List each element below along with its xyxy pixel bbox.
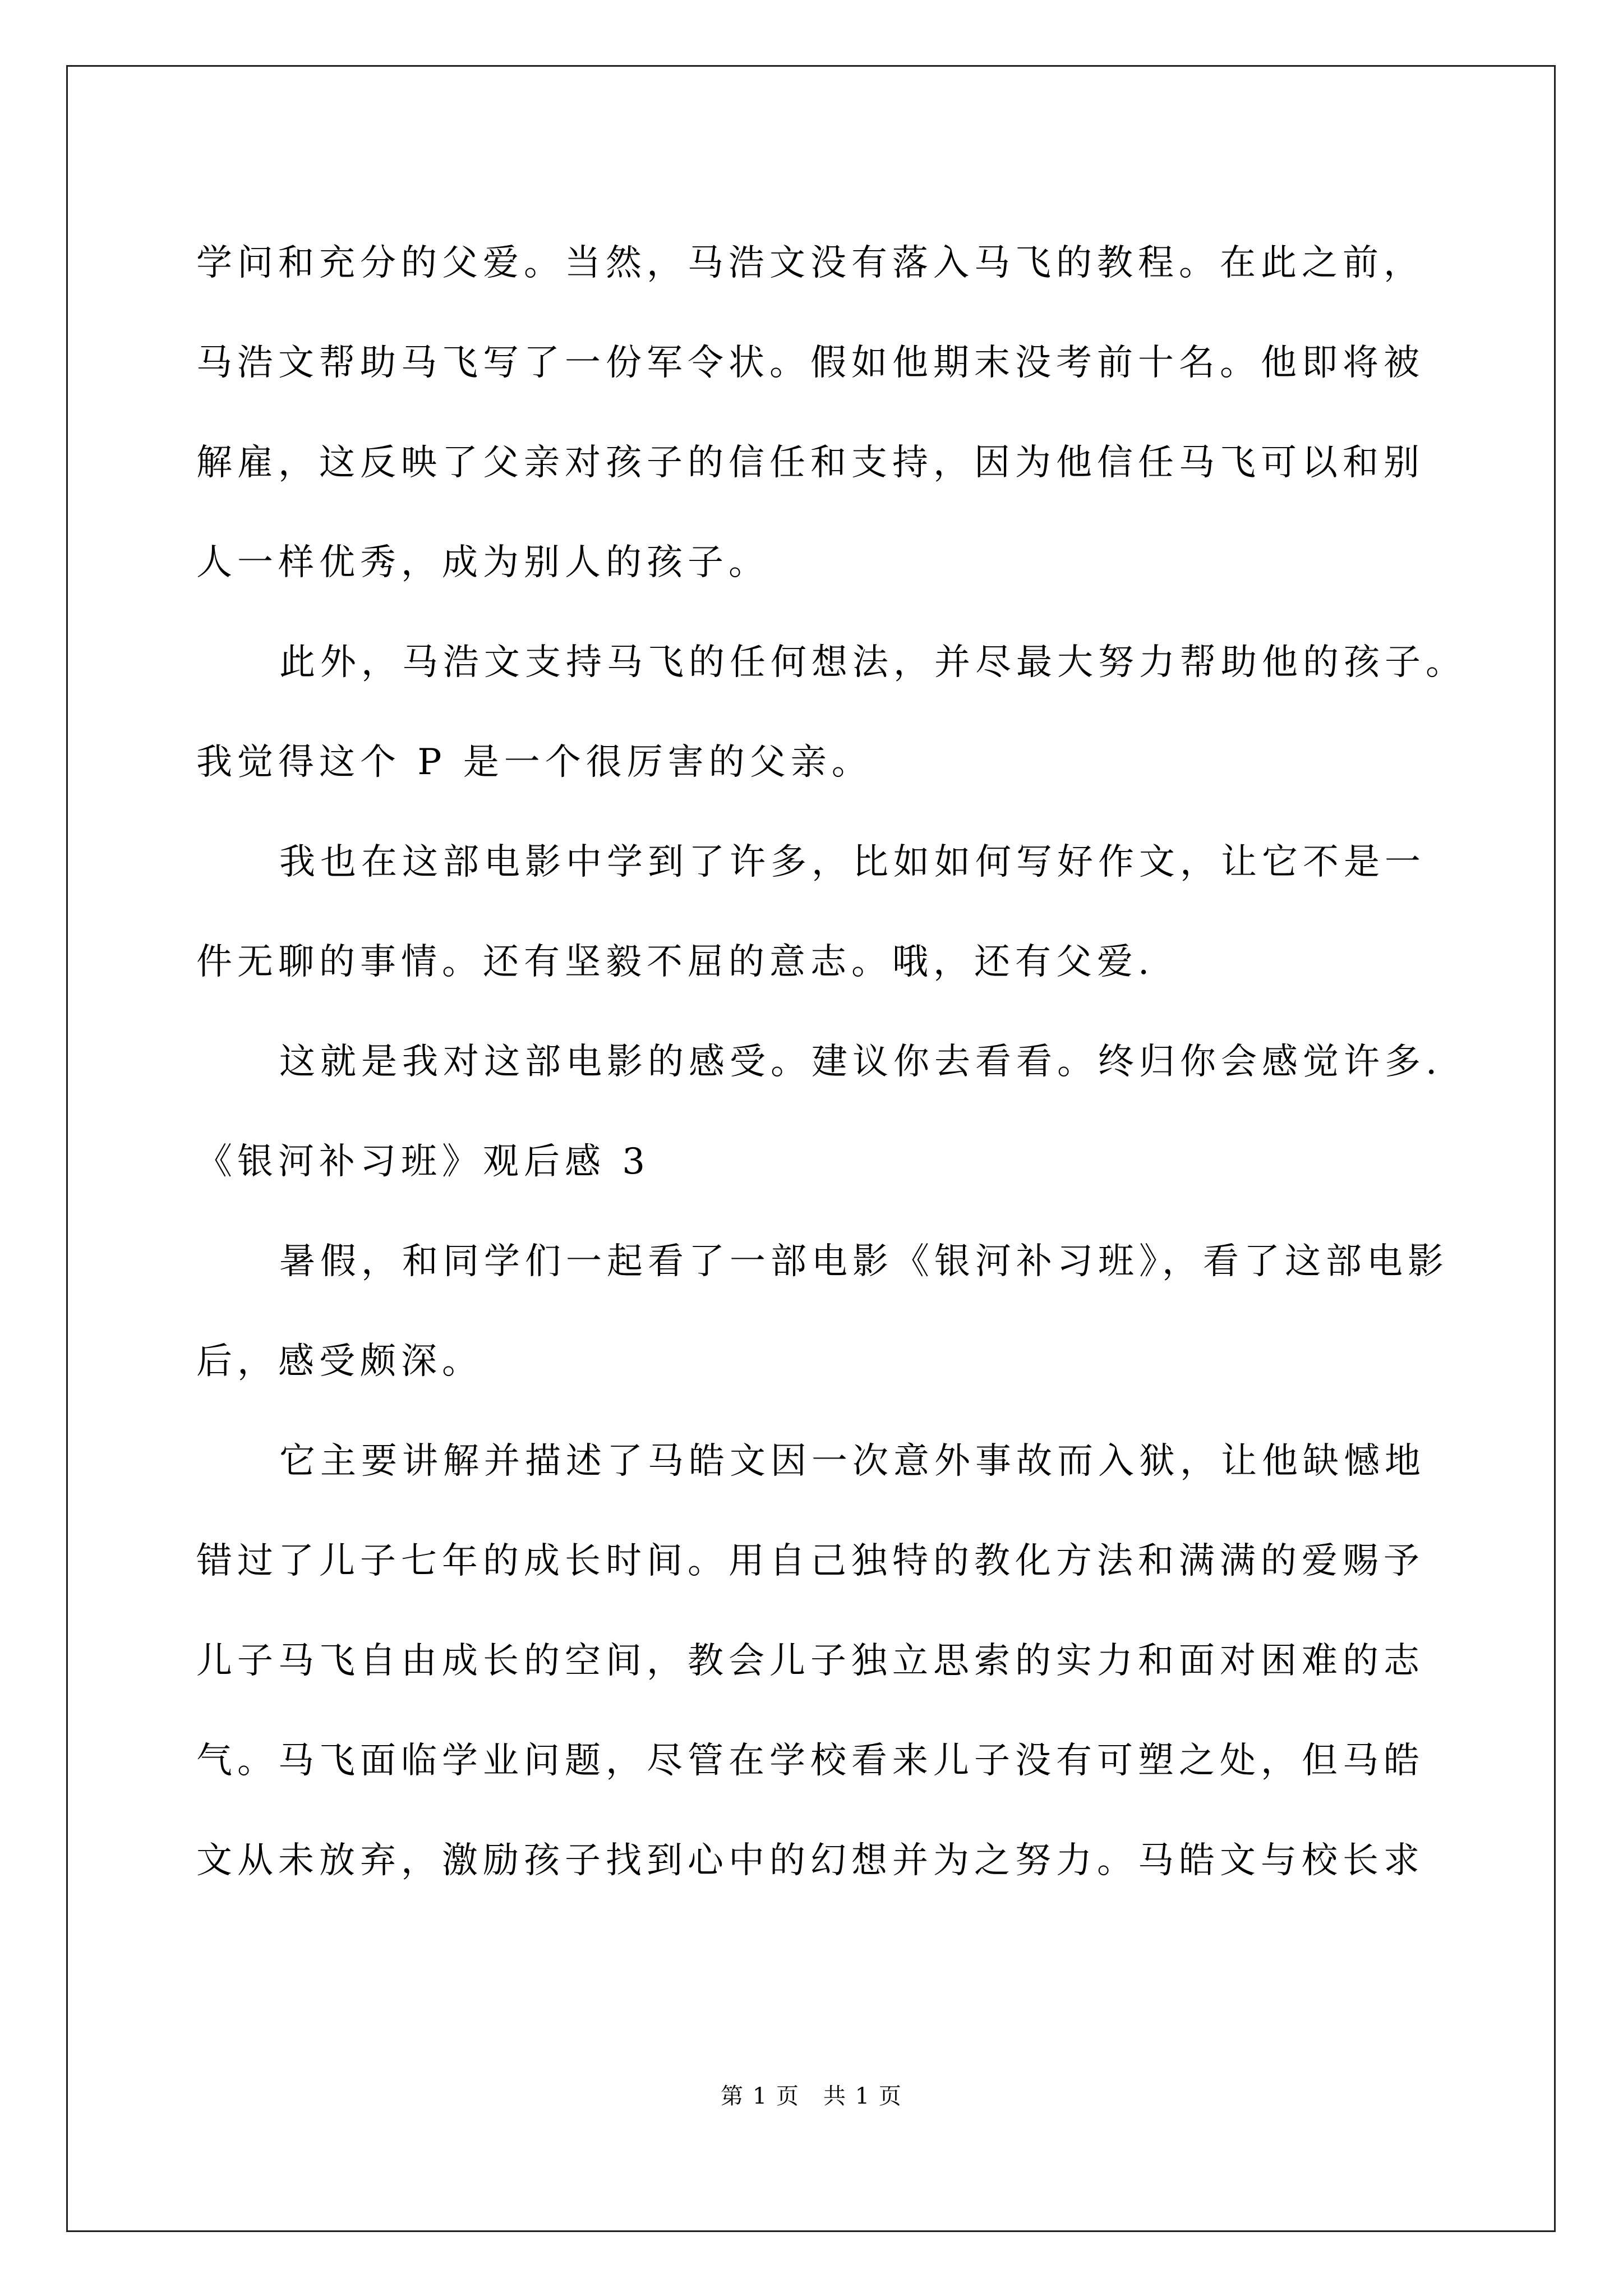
- paragraph-start-line: 它主要讲解并描述了马皓文因一次意外事故而入狱，让他缺憾地: [279, 1441, 1426, 1482]
- text-line: 我觉得这个 P 是一个很厉害的父亲。: [196, 742, 873, 783]
- text-line: 错过了儿子七年的成长时间。用自己独特的教化方法和满满的爱赐予: [196, 1540, 1424, 1582]
- text-line: 学问和充分的父爱。当然，马浩文没有落入马飞的教程。在此之前，: [196, 242, 1424, 284]
- text-line: 文从未放弃，激励孩子找到心中的幻想并为之努力。马皓文与校长求: [196, 1840, 1424, 1881]
- document-body: [196, 213, 1467, 1911]
- text-line: 解雇，这反映了父亲对孩子的信任和支持，因为他信任马飞可以和别: [196, 442, 1424, 484]
- paragraph-start-line: 暑假，和同学们一起看了一部电影《银河补习班》，看了这部电影: [279, 1241, 1449, 1282]
- text-line: 气。马飞面临学业问题，尽管在学校看来儿子没有可塑之处，但马皓: [196, 1740, 1424, 1782]
- text-line: 人一样优秀，成为别人的孩子。: [196, 542, 769, 583]
- section-heading: 《银河补习班》观后感 3: [196, 1141, 651, 1182]
- text-line: 儿子马飞自由成长的空间，教会儿子独立思索的实力和面对困难的志: [196, 1640, 1424, 1682]
- text-line: 后，感受颇深。: [196, 1341, 483, 1382]
- page-footer: 第 1 页 共 1 页: [721, 2083, 902, 2109]
- paragraph-start-line: 我也在这部电影中学到了许多，比如如何写好作文，让它不是一: [279, 841, 1426, 883]
- paragraph-start-line: 此外，马浩文支持马飞的任何想法，并尽最大努力帮助他的孩子。: [279, 642, 1467, 683]
- text-line: 件无聊的事情。还有坚毅不屈的意志。哦，还有父爱.: [196, 941, 1155, 983]
- paragraph-start-line: 这就是我对这部电影的感受。建议你去看看。终归你会感觉许多.: [279, 1041, 1442, 1083]
- text-line: 马浩文帮助马飞写了一份军令状。假如他期末没考前十名。他即将被: [196, 342, 1424, 384]
